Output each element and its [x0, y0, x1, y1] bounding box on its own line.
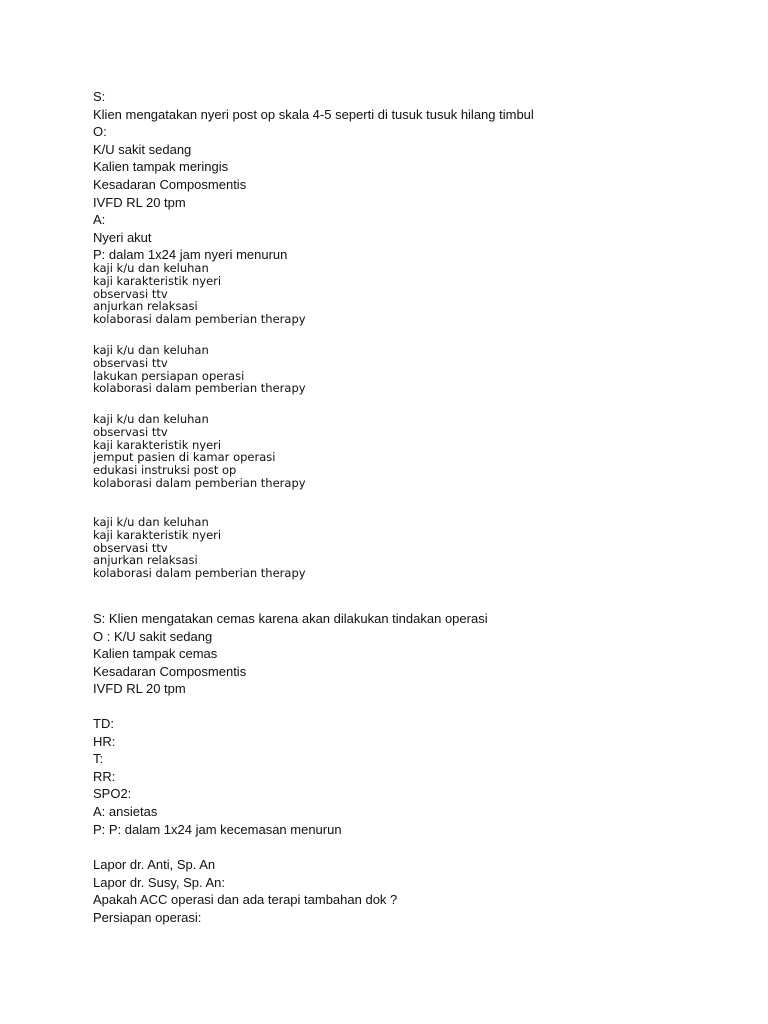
subjective-text: Klien mengatakan nyeri post op skala 4-5 seperti di tusuk tusuk hilang timbul — [93, 106, 534, 122]
vital-td: TD: — [93, 716, 114, 731]
subjective-text: S: Klien mengatakan cemas karena akan dilakukan tindakan operasi — [93, 611, 488, 626]
objective-line: IVFD RL 20 tpm — [93, 194, 186, 210]
intervention-list-4 — [93, 516, 733, 580]
soap-note-pain — [93, 88, 733, 264]
intervention-item: anjurkan relaksasi — [93, 554, 198, 568]
intervention-item: kaji k/u dan keluhan — [93, 262, 209, 275]
intervention-item: kaji karakteristik nyeri — [93, 274, 222, 288]
intervention-item: jemput pasien di kamar operasi — [93, 451, 276, 465]
vital-rr: RR: — [93, 768, 116, 784]
intervention-item: kaji k/u dan keluhan — [93, 344, 209, 357]
assessment-text: A: ansietas — [93, 803, 158, 819]
intervention-item: observasi ttv — [93, 425, 168, 439]
intervention-item: observasi ttv — [93, 541, 168, 555]
intervention-item: kolaborasi dalam pemberian therapy — [93, 476, 306, 490]
objective-line: K/U sakit sedang — [93, 141, 192, 157]
report-question: Apakah ACC operasi dan ada terapi tambahan dok ? — [93, 892, 398, 908]
report-line: Lapor dr. Anti, Sp. An — [93, 857, 216, 872]
report-line: Persiapan operasi: — [93, 909, 202, 925]
soap-note-anxiety — [93, 610, 733, 698]
intervention-list-3 — [93, 413, 733, 490]
intervention-item: kaji karakteristik nyeri — [93, 528, 222, 542]
objective-label: O: — [93, 124, 107, 140]
intervention-item: kaji k/u dan keluhan — [93, 413, 209, 426]
vital-spo2: SPO2: — [93, 786, 132, 802]
intervention-item: observasi ttv — [93, 287, 168, 301]
plan-text: P: P: dalam 1x24 jam kecemasan menurun — [93, 821, 342, 837]
vital-t: T: — [93, 751, 104, 767]
objective-line: Kesadaran Composmentis — [93, 176, 247, 192]
assessment-text: Nyeri akut — [93, 229, 152, 245]
intervention-item: kolaborasi dalam pemberian therapy — [93, 567, 306, 580]
objective-line: IVFD RL 20 tpm — [93, 681, 186, 697]
intervention-item: kaji karakteristik nyeri — [93, 438, 222, 452]
intervention-item: observasi ttv — [93, 356, 168, 370]
assessment-label: A: — [93, 212, 106, 228]
objective-line: Kalien tampak cemas — [93, 646, 218, 662]
objective-line: Kesadaran Composmentis — [93, 663, 247, 679]
intervention-item: kaji k/u dan keluhan — [93, 516, 209, 529]
plan-text: P: dalam 1x24 jam nyeri menurun — [93, 247, 288, 263]
intervention-list-2 — [93, 344, 733, 395]
objective-line: O : K/U sakit sedang — [93, 628, 213, 644]
vital-hr: HR: — [93, 733, 116, 749]
intervention-item: kolaborasi dalam pemberian therapy — [93, 382, 306, 396]
intervention-item: lakukan persiapan operasi — [93, 369, 245, 383]
vital-signs-and-plan — [93, 715, 733, 838]
intervention-item: anjurkan relaksasi — [93, 300, 198, 314]
intervention-item: edukasi instruksi post op — [93, 464, 237, 477]
report-line: Lapor dr. Susy, Sp. An: — [93, 874, 226, 890]
intervention-list-1 — [93, 262, 733, 326]
subjective-label: S: — [93, 89, 106, 104]
intervention-item: kolaborasi dalam pemberian therapy — [93, 313, 306, 326]
objective-line: Kalien tampak meringis — [93, 159, 229, 175]
doctor-report — [93, 856, 733, 926]
